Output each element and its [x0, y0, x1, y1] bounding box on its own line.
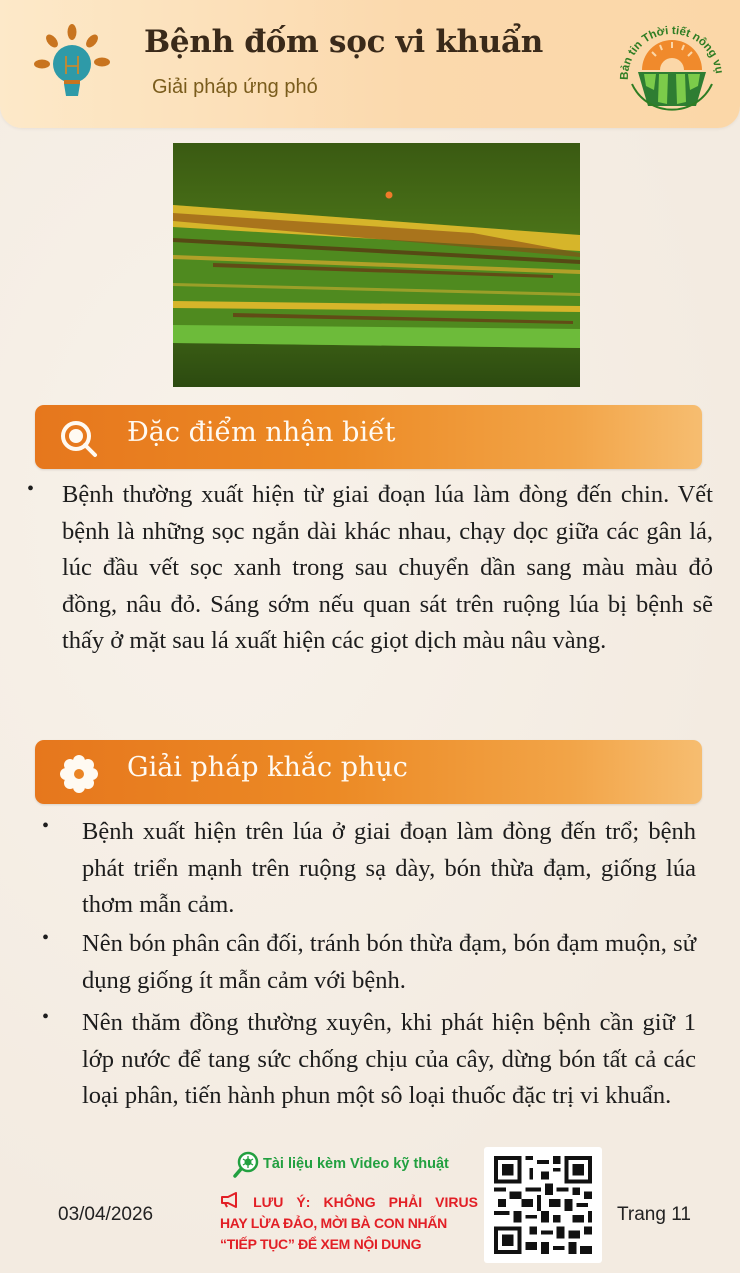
notice-word: KHÔNG	[323, 1194, 376, 1210]
page-subtitle: Giải pháp ứng phó	[152, 76, 318, 98]
notice-word: VIRUS	[435, 1194, 478, 1210]
list-item: Bệnh xuất hiện trên lúa ở giai đoạn làm đòng đến trổ; bệnh phát triển mạnh trên ruộng sạ dày, bón thừa đạm, giống lúa thơm mẫn cảm.	[82, 818, 696, 918]
section-header-identification	[35, 405, 702, 469]
notice-line: “TIẾP TỤC” ĐỂ XEM NỘI DUNG	[220, 1236, 422, 1252]
page-title: Bệnh đốm sọc vi khuẩn	[144, 24, 544, 60]
bullet-icon: •	[42, 927, 50, 949]
bullet-icon: •	[42, 815, 50, 837]
list-item: Nên thăm đồng thường xuyên, khi phát hiện bệnh cần giữ 1 lớp nước để tang sức chống chịu của cây, dừng bón tất cả các loại phân, tiến hành phun một sô loại thuốc đặc trị vi khuẩn.	[82, 1009, 696, 1109]
search-icon	[59, 419, 99, 459]
page-number: Trang 11	[617, 1204, 691, 1225]
notice-line: HAY LỪA ĐẢO, MỜI BÀ CON NHẤN	[220, 1215, 447, 1231]
qr-code-icon	[493, 1156, 593, 1254]
gear-icon	[59, 754, 99, 794]
section-header-solutions	[35, 740, 702, 804]
bullet-icon: •	[27, 478, 35, 500]
notice-word: Ý:	[296, 1194, 311, 1210]
bullet-icon: •	[42, 1006, 50, 1028]
notice-word: LƯU	[253, 1194, 284, 1210]
section-title: Giải pháp khắc phục	[127, 752, 408, 783]
bulletin-logo	[612, 14, 730, 118]
logo-text: Bản tin Thời tiết nông vụ	[618, 24, 725, 81]
rice-leaf-photo	[173, 143, 580, 387]
video-link-label: Tài liệu kèm Video kỹ thuật	[263, 1156, 449, 1172]
qr-code[interactable]	[484, 1147, 602, 1263]
video-link[interactable]	[233, 1150, 449, 1178]
list-item: Nên bón phân cân đối, tránh bón thừa đạm, bón đạm muộn, sử dụng giống ít mẫn cảm với bệnh.	[82, 930, 696, 994]
notice-text	[220, 1192, 478, 1255]
megaphone-icon	[220, 1192, 240, 1208]
magnifier-bug-icon	[233, 1150, 261, 1178]
list-item: Bệnh thường xuất hiện từ giai đoạn lúa làm đòng đến chin. Vết bệnh là những sọc ngắn dài khác nhau, chạy dọc giữa các gân lá, lúc đầu vết sọc xanh trong sau chuyển dần sang màu màu đỏ đồng, nâu đỏ. Sáng sớm nếu quan sát trên ruộng lúa bị bệnh sẽ thấy ở mặt sau lá xuất hiện các giọt dịch màu nâu vàng.	[62, 481, 713, 654]
lightbulb-icon	[30, 22, 114, 106]
notice-word: PHẢI	[388, 1194, 423, 1210]
section-title: Đặc điểm nhận biết	[127, 417, 396, 448]
page-header	[0, 0, 740, 128]
publish-date: 03/04/2026	[58, 1204, 154, 1225]
